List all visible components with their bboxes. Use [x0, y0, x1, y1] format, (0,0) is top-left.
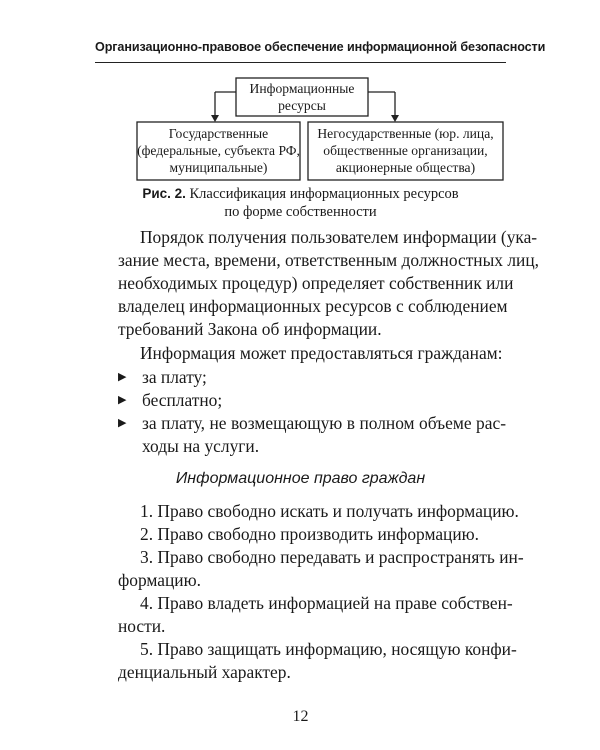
right-box-text [308, 125, 503, 176]
figure-label: Рис. 2. [142, 186, 186, 201]
left-box-line: (федеральные, субъекта РФ, [137, 143, 300, 158]
paragraph-2: Информация может предоставляться гражданам: [140, 343, 503, 363]
figure-caption-line-1 [95, 185, 506, 203]
bullet-marker-icon: ▶ [118, 371, 127, 383]
rights-item: 4. Право владеть информацией на праве собствен- [140, 593, 513, 613]
right-box-line: акционерные общества) [335, 160, 476, 175]
left-box-text [137, 125, 300, 176]
bullet-marker-icon: ▶ [118, 394, 127, 406]
bullet-item: бесплатно; [142, 390, 223, 410]
figure-caption-line-2: по форме собственности [224, 204, 377, 220]
right-box-line: Негосударственные (юр. лица, [317, 126, 494, 141]
paragraph-1-line: необходимых процедур) определяет собственник или [118, 273, 514, 293]
top-box-text [236, 80, 368, 114]
section-subheading: Информационное право граждан [175, 470, 426, 487]
rights-item-continuation: денциальный характер. [118, 662, 291, 682]
right-arrowhead [391, 115, 399, 122]
paragraph-1-line: владелец информационных ресурсов с соблюдением [118, 296, 508, 316]
right-box-line: общественные организации, [323, 143, 488, 158]
paragraph-1-line: требований Закона об информации. [118, 319, 382, 339]
bullet-item: за плату; [142, 367, 207, 387]
bullet-item-continuation: ходы на услуги. [142, 436, 260, 456]
rights-item: 5. Право защищать информацию, носящую конфи- [140, 639, 517, 659]
paragraph-1-line: Порядок получения пользователем информации (ука- [140, 227, 538, 247]
rights-item-continuation: ности. [118, 616, 166, 636]
rights-item: 1. Право свободно искать и получать информацию. [140, 501, 519, 521]
bullet-item: за плату, не возмещающую в полном объеме рас- [142, 413, 506, 433]
left-box-line: Государственные [168, 126, 269, 141]
left-box-line: муниципальные) [169, 160, 268, 175]
left-arrowhead [211, 115, 219, 122]
classification-diagram [0, 0, 600, 200]
top-box-line: ресурсы [278, 98, 326, 113]
rights-item: 2. Право свободно производить информацию. [140, 524, 480, 544]
page-number: 12 [292, 708, 309, 725]
paragraph-1-line: зание места, времени, ответственным должностных лиц, [118, 250, 539, 270]
top-box-line: Информационные [249, 81, 355, 96]
bullet-marker-icon: ▶ [118, 417, 127, 429]
rights-item-continuation: формацию. [118, 570, 201, 590]
rights-item: 3. Право свободно передавать и распространять ин- [140, 547, 524, 567]
figure-caption-text: Классификация информационных ресурсов [189, 186, 459, 202]
running-head: Организационно-правовое обеспечение информационной безопасности [95, 40, 546, 54]
